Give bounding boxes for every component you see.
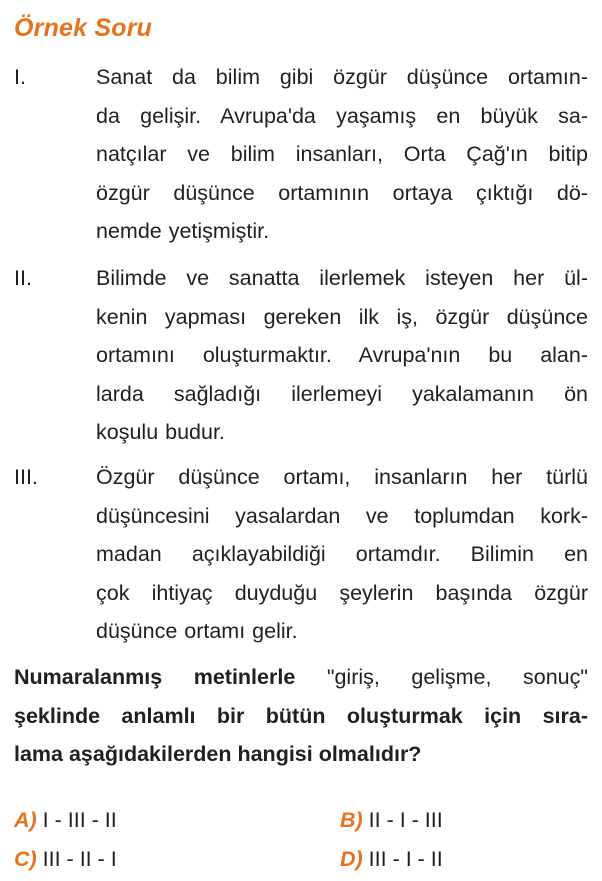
option-text: I - III - II [42, 808, 117, 832]
text-line: nemde yetişmiştir. [96, 219, 270, 243]
text-line: kenin yapması gereken ilk iş, özgür düşünce [96, 304, 588, 329]
passage-item-2 [14, 259, 588, 452]
item-number: III. [14, 465, 38, 489]
question-stem [14, 658, 588, 774]
option-text: III - II - I [42, 847, 117, 871]
item-number: I. [14, 65, 26, 89]
option-letter: B) [340, 808, 363, 832]
option-c[interactable] [14, 847, 117, 872]
text-line: koşulu budur. [96, 420, 225, 444]
option-d[interactable] [340, 847, 443, 872]
option-text: II - I - III [368, 808, 443, 832]
text-line: Özgür düşünce ortamı, insanların her türlü [96, 465, 588, 489]
example-question-title: Örnek Soru [14, 14, 153, 42]
text-line: düşüncesini yasalardan ve toplumdan kork- [96, 503, 588, 528]
text-line: da gelişir. Avrupa'da yaşamış en büyük sa- [96, 103, 588, 128]
item-text [96, 458, 588, 651]
text-line: natçılar ve bilim insanları, Orta Çağ'ın bitip [96, 142, 588, 166]
text-line: özgür düşünce ortamının ortaya çıktığı dö- [96, 180, 588, 205]
item-text [96, 259, 588, 452]
text-line: çok ihtiyaç duyduğu şeylerin başında özgür [96, 580, 588, 605]
text-line: düşünce ortamı gelir. [96, 619, 298, 643]
question-line: lama aşağıdakilerden hangisi olmalıdır? [14, 742, 422, 766]
text-line: madan açıklayabildiği ortamdır. Bilimin en [96, 542, 588, 566]
passage-item-3 [14, 458, 588, 651]
question-bold-part: Numaralanmış metinlerle [14, 665, 296, 689]
item-number: II. [14, 266, 32, 290]
option-b[interactable] [340, 808, 443, 833]
text-line: Bilimde ve sanatta ilerlemek isteyen her ül- [96, 266, 588, 290]
option-a[interactable] [14, 808, 117, 833]
question-line: şeklinde anlamlı bir bütün oluşturmak için sıra- [14, 703, 588, 728]
item-text [96, 58, 588, 251]
option-text: III - I - II [368, 847, 443, 871]
option-letter: A) [14, 808, 37, 832]
text-line: ortamını oluşturmaktır. Avrupa'nın bu alan- [96, 343, 588, 367]
option-letter: D) [340, 847, 363, 871]
question-quoted-part: "giriş, gelişme, sonuç" [326, 665, 588, 689]
text-line: Sanat da bilim gibi özgür düşünce ortamın- [96, 65, 588, 89]
question-line [14, 658, 588, 697]
passage-item-1 [14, 58, 588, 251]
text-line: larda sağladığı ilerlemeyi yakalamanın ön [96, 381, 588, 406]
option-letter: C) [14, 847, 37, 871]
